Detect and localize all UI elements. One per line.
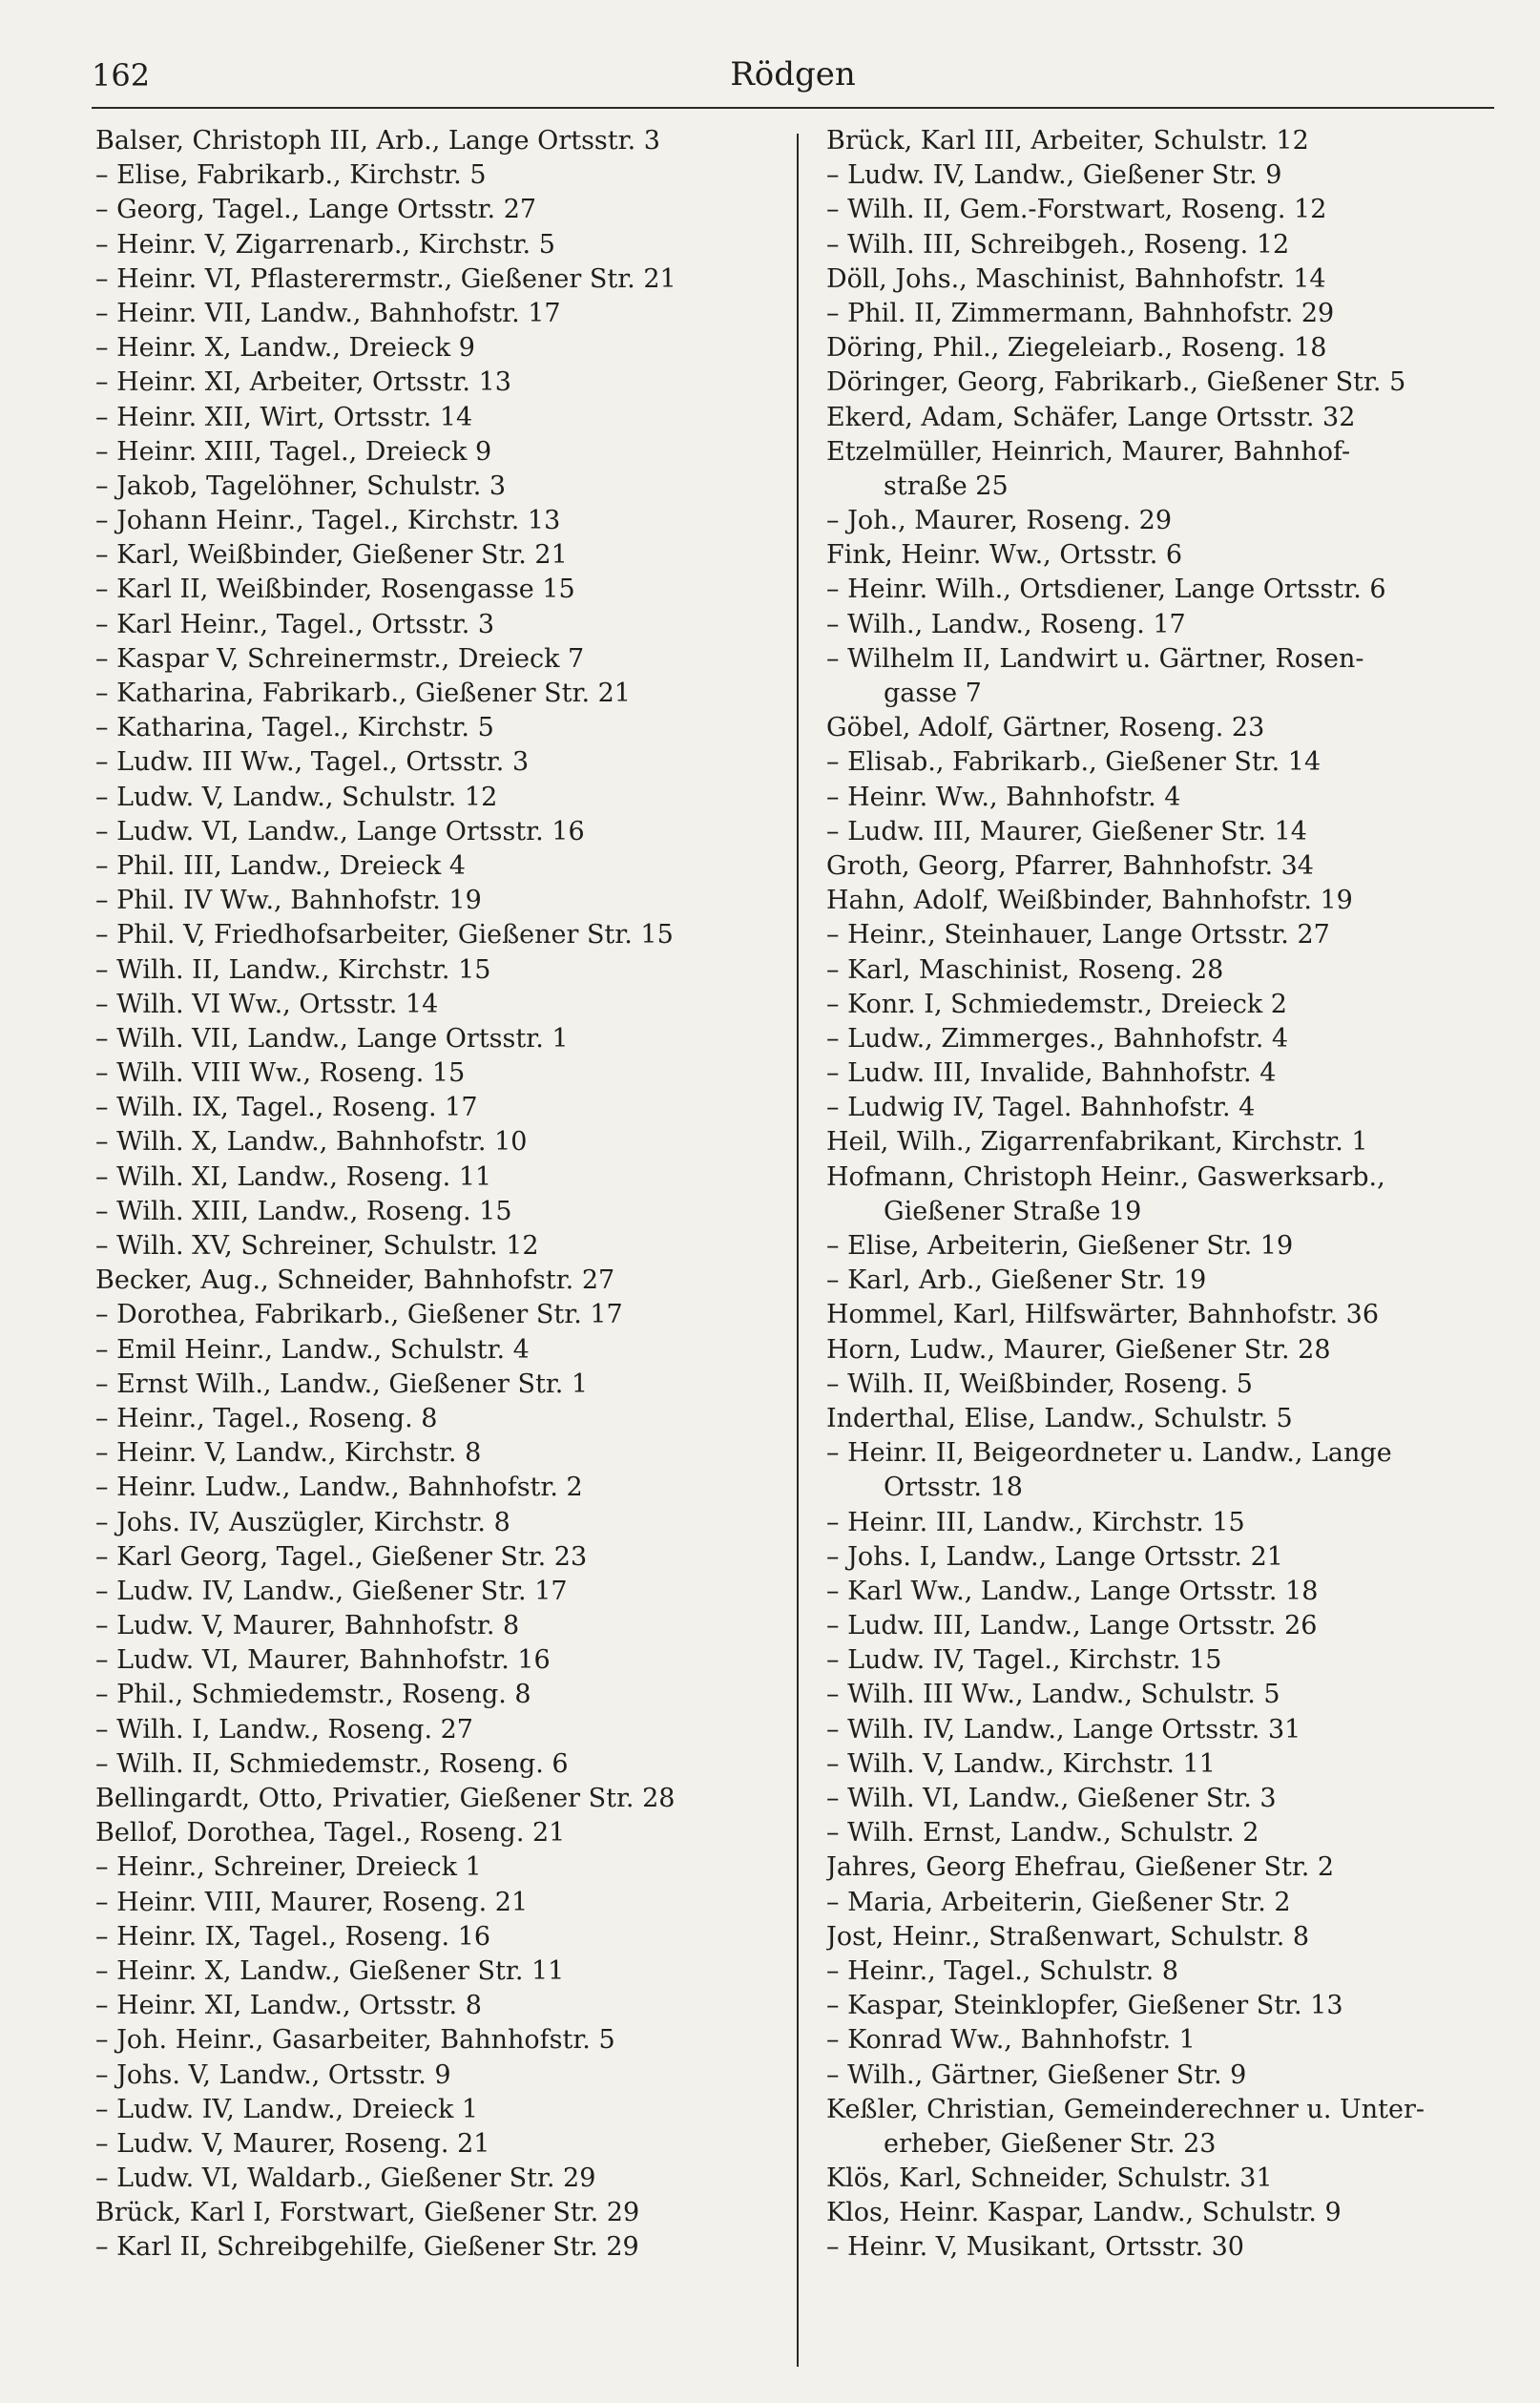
directory-entry: – Wilh. V, Landw., Kirchstr. 11	[826, 1748, 1216, 1779]
directory-entry: – Wilh. XI, Landw., Roseng. 11	[95, 1161, 492, 1192]
directory-entry: – Ernst Wilh., Landw., Gießener Str. 1	[95, 1369, 589, 1399]
directory-entry: – Phil., Schmiedemstr., Roseng. 8	[95, 1680, 531, 1710]
directory-entry: – Karl, Weißbinder, Gießener Str. 21	[95, 540, 568, 571]
directory-entry: – Heinr., Tagel., Schulstr. 8	[826, 1955, 1178, 1986]
directory-entry: – Ludw. III Ww., Tagel., Ortsstr. 3	[95, 747, 530, 778]
directory-entry: – Ludw. III, Invalide, Bahnhofstr. 4	[826, 1058, 1277, 1089]
page-title: Rödgen	[730, 55, 856, 94]
directory-entry: – Wilh. III Ww., Landw., Schulstr. 5	[826, 1680, 1280, 1710]
directory-entry: – Ludw. VI, Landw., Lange Ortsstr. 16	[95, 816, 585, 846]
directory-entry: Ortsstr. 18	[884, 1473, 1023, 1503]
directory-entry: – Heinr. II, Beigeordneter u. Landw., Lange	[826, 1438, 1392, 1469]
directory-entry: – Ludw. IV, Landw., Gießener Str. 9	[826, 160, 1282, 191]
directory-entry: – Wilh. III, Schreibgeh., Roseng. 12	[826, 229, 1290, 260]
directory-entry: Jost, Heinr., Straßenwart, Schulstr. 8	[826, 1921, 1310, 1952]
directory-entry: – Wilh. X, Landw., Bahnhofstr. 10	[95, 1127, 528, 1158]
directory-entry: straße 25	[884, 470, 1009, 501]
directory-entry: Hommel, Karl, Hilfswärter, Bahnhofstr. 36	[826, 1300, 1379, 1330]
directory-entry: – Heinr. XIII, Tagel., Dreieck 9	[95, 436, 492, 467]
directory-entry: – Heinr., Schreiner, Dreieck 1	[95, 1852, 482, 1883]
directory-entry: – Katharina, Tagel., Kirchstr. 5	[95, 713, 494, 743]
directory-entry: – Ludw. III, Landw., Lange Ortsstr. 26	[826, 1611, 1318, 1641]
directory-entry: erheber, Gießener Str. 23	[884, 2128, 1217, 2159]
directory-entry: – Wilh. II, Schmiedemstr., Roseng. 6	[95, 1748, 569, 1779]
directory-entry: – Heinr. V, Zigarrenarb., Kirchstr. 5	[95, 229, 555, 260]
directory-entry: – Kaspar V, Schreinermstr., Dreieck 7	[95, 643, 585, 674]
directory-entry: – Wilh. IV, Landw., Lange Ortsstr. 31	[826, 1714, 1301, 1745]
directory-entry: Gießener Straße 19	[884, 1196, 1142, 1226]
directory-entry: – Phil. IV Ww., Bahnhofstr. 19	[95, 886, 482, 916]
directory-entry: – Johs. V, Landw., Ortsstr. 9	[95, 2059, 451, 2090]
directory-entry: – Ludw. III, Maurer, Gießener Str. 14	[826, 816, 1307, 846]
directory-entry: – Heinr. Ludw., Landw., Bahnhofstr. 2	[95, 1473, 583, 1503]
directory-entry: Klos, Heinr. Kaspar, Landw., Schulstr. 9	[826, 2198, 1342, 2228]
directory-entry: Keßler, Christian, Gemeinderechner u. Unter-	[826, 2094, 1425, 2124]
directory-entry: – Wilh. VI, Landw., Gießener Str. 3	[826, 1784, 1277, 1813]
right-column	[826, 124, 1513, 2266]
directory-entry: – Wilh. XV, Schreiner, Schulstr. 12	[95, 1231, 539, 1261]
directory-entry: Fink, Heinr. Ww., Ortsstr. 6	[826, 540, 1183, 571]
directory-entry: Balser, Christoph III, Arb., Lange Ortsstr. 3	[95, 126, 660, 156]
column-divider	[797, 134, 799, 2367]
directory-entry: – Wilh. XIII, Landw., Roseng. 15	[95, 1196, 512, 1226]
directory-entry: – Heinr. VI, Pflasterermstr., Gießener Str. 21	[95, 263, 676, 294]
directory-entry: – Johs. I, Landw., Lange Ortsstr. 21	[826, 1541, 1283, 1572]
left-column	[95, 124, 782, 2266]
directory-entry: Döll, Johs., Maschinist, Bahnhofstr. 14	[826, 263, 1326, 294]
directory-entry: Göbel, Adolf, Gärtner, Roseng. 23	[826, 713, 1265, 743]
directory-entry: – Wilhelm II, Landwirt u. Gärtner, Rosen-	[826, 643, 1364, 674]
directory-entry: – Ludw. IV, Landw., Dreieck 1	[95, 2094, 479, 2124]
directory-entry: Inderthal, Elise, Landw., Schulstr. 5	[826, 1403, 1293, 1433]
directory-entry: – Ludw. V, Landw., Schulstr. 12	[95, 782, 498, 812]
page-number: 162	[92, 57, 151, 94]
directory-entry: – Ludwig IV, Tagel. Bahnhofstr. 4	[826, 1093, 1256, 1123]
directory-entry: – Ludw. IV, Landw., Gießener Str. 17	[95, 1576, 568, 1606]
directory-entry: Brück, Karl I, Forstwart, Gießener Str. 29	[95, 2198, 640, 2228]
directory-entry: Becker, Aug., Schneider, Bahnhofstr. 27	[95, 1265, 615, 1296]
directory-entry: – Heinr. XI, Landw., Ortsstr. 8	[95, 1991, 482, 2021]
directory-entry: – Karl II, Schreibgehilfe, Gießener Str. 29	[95, 2232, 639, 2263]
directory-entry: – Heinr. V, Landw., Kirchstr. 8	[95, 1438, 482, 1469]
directory-entry: – Katharina, Fabrikarb., Gießener Str. 21	[95, 679, 631, 708]
directory-entry: Brück, Karl III, Arbeiter, Schulstr. 12	[826, 126, 1309, 156]
directory-entry: – Emil Heinr., Landw., Schulstr. 4	[95, 1334, 530, 1365]
directory-entry: Etzelmüller, Heinrich, Maurer, Bahnhof-	[826, 436, 1351, 467]
directory-entry: – Heinr., Steinhauer, Lange Ortsstr. 27	[826, 920, 1330, 951]
directory-entry: – Karl, Arb., Gießener Str. 19	[826, 1265, 1207, 1296]
directory-entry: – Karl Heinr., Tagel., Ortsstr. 3	[95, 609, 495, 639]
directory-entry: – Heinr. IX, Tagel., Roseng. 16	[95, 1921, 491, 1952]
directory-entry: – Heinr., Tagel., Roseng. 8	[95, 1403, 438, 1433]
directory-entry: – Karl Georg, Tagel., Gießener Str. 23	[95, 1541, 588, 1572]
directory-entry: – Heinr. VIII, Maurer, Roseng. 21	[95, 1887, 529, 1917]
directory-entry: – Heinr. Ww., Bahnhofstr. 4	[826, 782, 1181, 812]
directory-entry: – Ludw. IV, Tagel., Kirchstr. 15	[826, 1645, 1222, 1676]
directory-entry: Ekerd, Adam, Schäfer, Lange Ortsstr. 32	[826, 402, 1356, 432]
directory-entry: – Wilh. IX, Tagel., Roseng. 17	[95, 1093, 478, 1123]
directory-entry: – Konr. I, Schmiedemstr., Dreieck 2	[826, 989, 1287, 1019]
directory-entry: – Heinr. V, Musikant, Ortsstr. 30	[826, 2232, 1244, 2263]
directory-entry: – Wilh., Gärtner, Gießener Str. 9	[826, 2059, 1247, 2090]
directory-entry: – Wilh. II, Weißbinder, Roseng. 5	[826, 1369, 1253, 1399]
page-header	[92, 50, 1494, 109]
directory-entry: – Heinr. XII, Wirt, Ortsstr. 14	[95, 402, 473, 432]
directory-entry: – Jakob, Tagelöhner, Schulstr. 3	[95, 470, 507, 501]
directory-entry: – Wilh., Landw., Roseng. 17	[826, 609, 1186, 639]
directory-entry: – Wilh. VI Ww., Ortsstr. 14	[95, 989, 439, 1019]
directory-entry: – Karl, Maschinist, Roseng. 28	[826, 954, 1224, 985]
directory-entry: Jahres, Georg Ehefrau, Gießener Str. 2	[826, 1852, 1335, 1883]
directory-entry: – Heinr. III, Landw., Kirchstr. 15	[826, 1507, 1245, 1537]
directory-entry: – Karl Ww., Landw., Lange Ortsstr. 18	[826, 1576, 1319, 1606]
directory-entry: – Wilh. II, Landw., Kirchstr. 15	[95, 954, 491, 985]
directory-entry: – Heinr. XI, Arbeiter, Ortsstr. 13	[95, 367, 511, 398]
directory-entry: Groth, Georg, Pfarrer, Bahnhofstr. 34	[826, 850, 1314, 881]
directory-entry: Hahn, Adolf, Weißbinder, Bahnhofstr. 19	[826, 886, 1353, 916]
directory-entry: – Dorothea, Fabrikarb., Gießener Str. 17	[95, 1300, 623, 1330]
directory-entry: – Phil. V, Friedhofsarbeiter, Gießener Str. 15	[95, 920, 674, 951]
directory-entry: Horn, Ludw., Maurer, Gießener Str. 28	[826, 1334, 1331, 1365]
directory-entry: – Joh., Maurer, Roseng. 29	[826, 506, 1173, 536]
directory-entry: Heil, Wilh., Zigarrenfabrikant, Kirchstr. 1	[826, 1127, 1368, 1158]
directory-entry: – Wilh. VII, Landw., Lange Ortsstr. 1	[95, 1023, 569, 1054]
directory-entry: – Phil. III, Landw., Dreieck 4	[95, 850, 466, 881]
directory-entry: – Joh. Heinr., Gasarbeiter, Bahnhofstr. 5	[95, 2025, 615, 2056]
directory-entry: Döringer, Georg, Fabrikarb., Gießener Str. 5	[826, 367, 1406, 398]
directory-entry: – Elise, Fabrikarb., Kirchstr. 5	[95, 160, 487, 191]
directory-entry: – Heinr. VII, Landw., Bahnhofstr. 17	[95, 298, 561, 328]
directory-entry: – Heinr. X, Landw., Dreieck 9	[95, 333, 475, 364]
directory-entry: – Johann Heinr., Tagel., Kirchstr. 13	[95, 506, 561, 536]
directory-entry: – Johs. IV, Auszügler, Kirchstr. 8	[95, 1507, 510, 1537]
directory-entry: gasse 7	[884, 679, 982, 708]
directory-entry: Hofmann, Christoph Heinr., Gaswerksarb.,	[826, 1161, 1385, 1192]
directory-entry: – Wilh. Ernst, Landw., Schulstr. 2	[826, 1818, 1259, 1849]
directory-entry: – Kaspar, Steinklopfer, Gießener Str. 13	[826, 1991, 1343, 2021]
directory-entry: Bellingardt, Otto, Privatier, Gießener Str. 28	[95, 1784, 676, 1813]
directory-entry: – Maria, Arbeiterin, Gießener Str. 2	[826, 1887, 1291, 1917]
directory-entry: Döring, Phil., Ziegeleiarb., Roseng. 18	[826, 333, 1327, 364]
directory-entry: – Heinr. X, Landw., Gießener Str. 11	[95, 1955, 565, 1986]
directory-entry: – Elise, Arbeiterin, Gießener Str. 19	[826, 1231, 1294, 1261]
directory-entry: – Georg, Tagel., Lange Ortsstr. 27	[95, 195, 537, 225]
directory-entry: – Wilh. VIII Ww., Roseng. 15	[95, 1058, 466, 1089]
directory-entry: Bellof, Dorothea, Tagel., Roseng. 21	[95, 1818, 566, 1849]
directory-entry: – Phil. II, Zimmermann, Bahnhofstr. 29	[826, 298, 1335, 328]
directory-entry: – Elisab., Fabrikarb., Gießener Str. 14	[826, 747, 1321, 778]
directory-entry: – Ludw. VI, Waldarb., Gießener Str. 29	[95, 2163, 596, 2194]
directory-entry: – Wilh. II, Gem.-Forstwart, Roseng. 12	[826, 195, 1327, 225]
directory-entry: – Ludw. V, Maurer, Roseng. 21	[95, 2128, 490, 2159]
directory-entry: – Karl II, Weißbinder, Rosengasse 15	[95, 575, 575, 605]
directory-entry: – Ludw. VI, Maurer, Bahnhofstr. 16	[95, 1645, 551, 1676]
directory-entry: – Ludw., Zimmerges., Bahnhofstr. 4	[826, 1023, 1289, 1054]
directory-entry: – Ludw. V, Maurer, Bahnhofstr. 8	[95, 1611, 520, 1641]
directory-entry: – Konrad Ww., Bahnhofstr. 1	[826, 2025, 1196, 2056]
directory-entry: Klös, Karl, Schneider, Schulstr. 31	[826, 2163, 1273, 2194]
directory-entry: – Wilh. I, Landw., Roseng. 27	[95, 1714, 473, 1745]
directory-entry: – Heinr. Wilh., Ortsdiener, Lange Ortsstr. 6	[826, 575, 1386, 605]
